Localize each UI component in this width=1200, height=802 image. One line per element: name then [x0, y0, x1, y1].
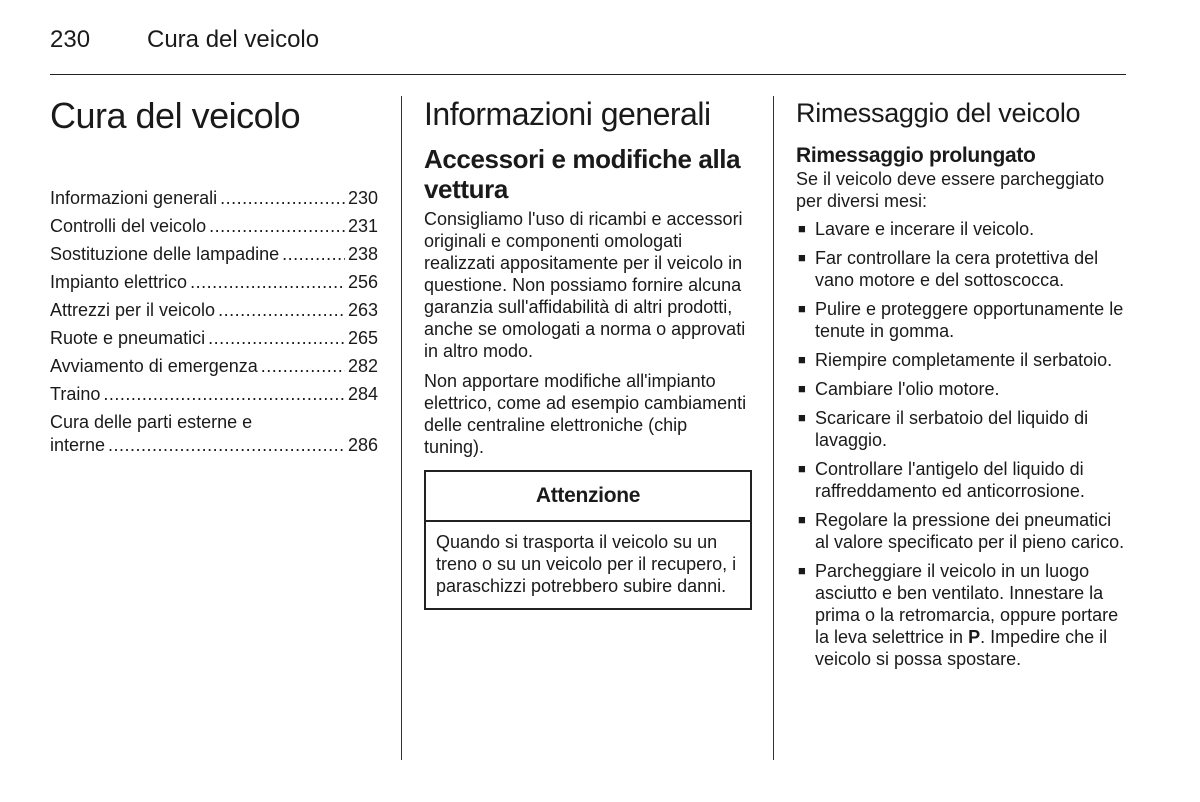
list-item — [796, 407, 1128, 451]
toc-entry-label: Impianto elettrico — [50, 272, 188, 292]
list-item-text: Cambiare l'olio motore. — [815, 379, 1000, 399]
square-bullet-icon: ■ — [798, 352, 806, 367]
list-item — [796, 218, 1128, 240]
list-item — [796, 458, 1128, 502]
square-bullet-icon: ■ — [798, 250, 806, 265]
list-item-text — [815, 561, 1118, 669]
toc-entry-page: 231 — [347, 216, 378, 236]
paragraph: Non apportare modifiche all'impianto elettrico, come ad esempio cambiamenti delle centraline elettroniche (chip tuning). — [424, 371, 747, 457]
table-of-contents — [50, 187, 378, 462]
square-bullet-icon: ■ — [798, 381, 806, 396]
toc-leader-dots — [208, 327, 345, 350]
toc-entry[interactable] — [50, 299, 378, 322]
toc-entry[interactable] — [50, 411, 378, 457]
toc-entry[interactable] — [50, 383, 378, 406]
toc-entry[interactable] — [50, 215, 378, 238]
toc-leader-dots — [282, 243, 345, 266]
toc-entry-page: 284 — [347, 384, 378, 404]
list-item — [796, 298, 1128, 342]
running-title: Cura del veicolo — [147, 26, 320, 53]
list-item-text: Riempire completamente il serbatoio. — [815, 350, 1113, 370]
square-bullet-icon: ■ — [798, 512, 806, 527]
chapter-title: Cura del veicolo — [50, 95, 301, 136]
warning-title: Attenzione — [426, 472, 750, 522]
selector-position-p: P — [968, 627, 981, 647]
toc-entry-label: Ruote e pneumatici — [50, 328, 206, 348]
column-divider-2 — [773, 96, 774, 760]
list-item — [796, 509, 1128, 553]
toc-leader-dots — [261, 355, 345, 378]
section-title: Rimessaggio del veicolo — [796, 98, 1081, 128]
toc-entry-page: 238 — [347, 244, 378, 264]
page-number: 230 — [50, 26, 91, 53]
section-title: Informazioni generali — [424, 96, 711, 132]
toc-entry-label: Attrezzi per il veicolo — [50, 300, 216, 320]
subsection-title: Rimessaggio prolungato — [796, 144, 1036, 167]
list-item-text: Regolare la pressione dei pneumatici al valore specificato per il pieno carico. — [815, 510, 1125, 552]
list-item — [796, 560, 1128, 670]
toc-entry[interactable] — [50, 187, 378, 210]
list-item — [796, 247, 1128, 291]
toc-leader-dots — [190, 271, 345, 294]
toc-leader-dots — [220, 187, 345, 210]
toc-entry-label: Traino — [50, 384, 101, 404]
list-item — [796, 349, 1128, 371]
list-item-text: Controllare l'antigelo del liquido di raffreddamento ed anticorrosione. — [815, 459, 1085, 501]
list-item-text: Pulire e proteggere opportunamente le tenute in gomma. — [815, 299, 1124, 341]
toc-entry-label: Avviamento di emergenza — [50, 356, 258, 376]
toc-entry-page: 286 — [347, 435, 378, 455]
square-bullet-icon: ■ — [798, 301, 806, 316]
toc-entry-page: 263 — [347, 300, 378, 320]
page-header — [50, 24, 1126, 76]
toc-entry-page: 256 — [347, 272, 378, 292]
storage-checklist — [796, 218, 1128, 670]
toc-entry-page: 265 — [347, 328, 378, 348]
toc-entry-label-line1: Cura delle parti esterne e — [50, 412, 253, 432]
toc-entry-label: Controlli del veicolo — [50, 216, 207, 236]
square-bullet-icon: ■ — [798, 410, 806, 425]
toc-leader-dots — [209, 215, 345, 238]
toc-entry[interactable] — [50, 243, 378, 266]
warning-text: Quando si trasporta il veicolo su un treno o su un veicolo per il recupero, i paraschizzi potrebbero subire danni. — [436, 532, 737, 596]
list-item-text: Far controllare la cera protettiva del vano motore e del sottoscocca. — [815, 248, 1099, 290]
toc-entry-label: Informazioni generali — [50, 188, 218, 208]
toc-entry-label: Sostituzione delle lampadine — [50, 244, 280, 264]
toc-leader-dots — [103, 383, 345, 406]
subsection-title: Accessori e modifiche alla vettura — [424, 144, 741, 204]
toc-entry-label-line2: interne — [50, 435, 106, 455]
header-divider — [50, 74, 1126, 75]
general-info-column — [424, 96, 752, 610]
warning-box — [424, 470, 752, 610]
square-bullet-icon: ■ — [798, 221, 806, 236]
intro-paragraph: Se il veicolo deve essere parcheggiato per diversi mesi: — [796, 169, 1105, 211]
paragraph: Consigliamo l'uso di ricambi e accessori originali e componenti omologati realizzati appositamente per il veicolo in questione. Non possiamo fornire alcuna garanzia sull'affidabilità di altri prodotti, anche se omologati a norma o approvati in altro modo. — [424, 209, 746, 361]
chapter-column — [50, 95, 380, 455]
list-item-text: Scaricare il serbatoio del liquido di lavaggio. — [815, 408, 1089, 450]
list-item-text-part: . Impedire che il veicolo si possa spostare. — [815, 627, 1108, 669]
toc-entry[interactable] — [50, 271, 378, 294]
toc-leader-dots — [218, 299, 345, 322]
toc-entry[interactable] — [50, 327, 378, 350]
list-item-text: Lavare e incerare il veicolo. — [815, 219, 1035, 239]
column-divider-1 — [401, 96, 402, 760]
list-item — [796, 378, 1128, 400]
toc-entry[interactable] — [50, 355, 378, 378]
square-bullet-icon: ■ — [798, 563, 806, 578]
toc-leader-dots — [108, 434, 345, 457]
storage-column — [796, 96, 1128, 677]
toc-entry-page: 230 — [347, 188, 378, 208]
square-bullet-icon: ■ — [798, 461, 806, 476]
toc-entry-page: 282 — [347, 356, 378, 376]
list-item-text-part: Parcheggiare il veicolo in un luogo asciutto e ben ventilato. Innestare la prima o la retromarcia, oppure portare la leva selettrice in — [815, 561, 1119, 647]
